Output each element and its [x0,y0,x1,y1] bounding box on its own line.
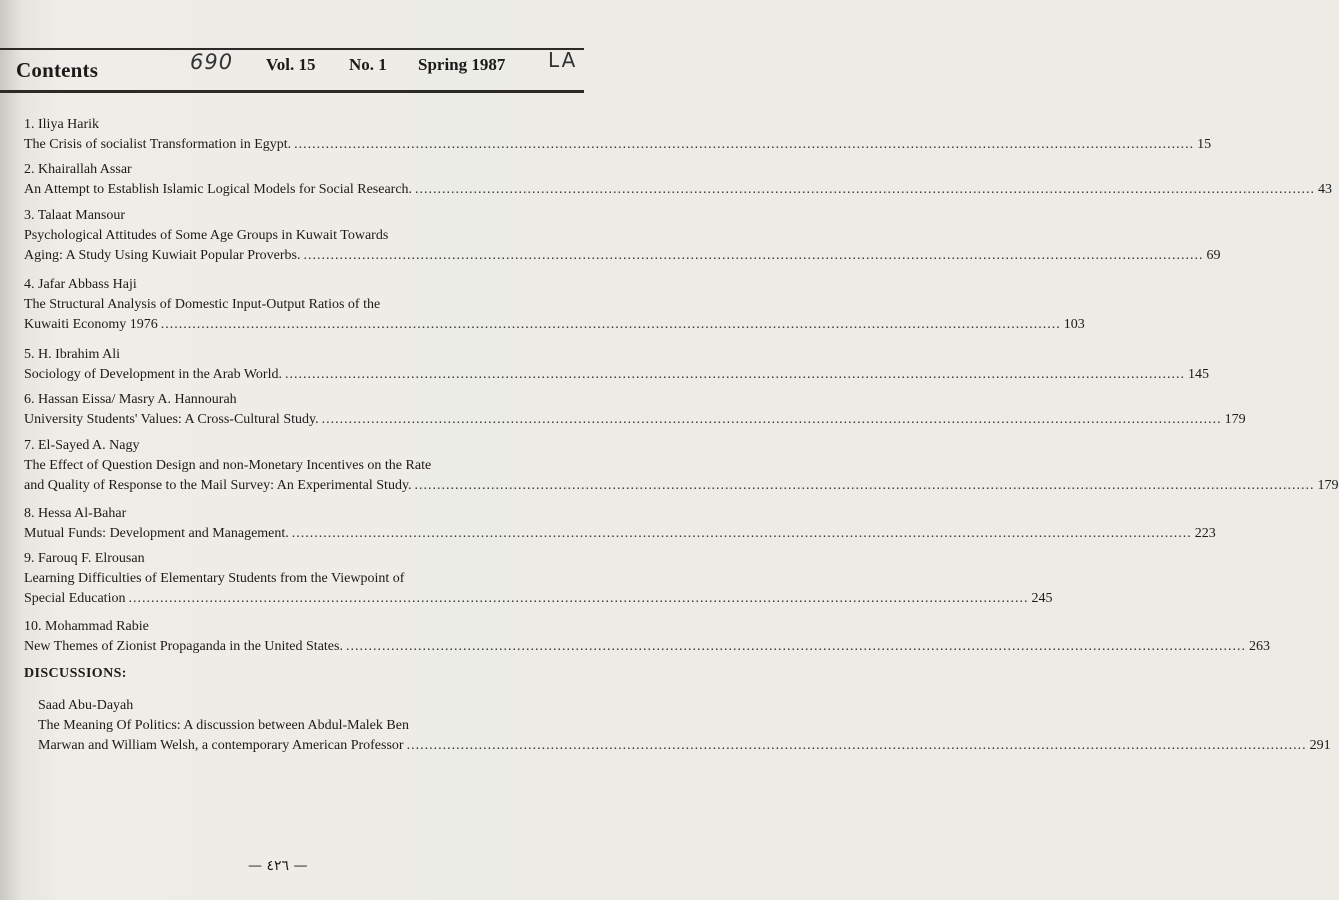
entry-author: Saad Abu-Dayah [38,698,134,713]
entry-author: 6. Hassan Eissa/ Masry A. Hannourah [24,392,237,407]
toc-entry [24,206,1221,266]
season-label: Spring 1987 [418,55,506,74]
journal-header [0,36,584,94]
entry-title-text: and Quality of Response to the Mail Survey: An Experimental Study. [24,478,412,493]
entry-title-text: The Effect of Question Design and non-Monetary Incentives on the Rate [24,458,432,473]
entry-title-text: Marwan and William Welsh, a contemporary American Professor [38,738,404,753]
entry-title-line [24,295,524,315]
entry-page-number: 223 [1194,526,1216,541]
toc-entry [24,275,1085,335]
toc-entry [24,160,1333,200]
entry-page-number: 69 [1206,248,1221,263]
discussions-heading: DISCUSSIONS: [24,666,127,681]
entry-author: 10. Mohammad Rabie [24,619,149,634]
issue-label: No. 1 [349,55,387,74]
entry-title-line [24,226,524,246]
entry-author: 9. Farouq F. Elrousan [24,551,145,566]
entry-author: 8. Hessa Al-Bahar [24,506,127,521]
toc-entry [24,436,1339,496]
dot-leader: ........................................................................................................................................................................................................ [284,367,1185,382]
entry-title-text: Sociology of Development in the Arab World. [24,367,282,382]
entry-title-text: Mutual Funds: Development and Management. [24,526,289,541]
dot-leader: ........................................................................................................................................................................................................ [160,317,1061,332]
footer-page-number: — ٤٢٦ — [248,858,308,874]
entry-title-text: University Students' Values: A Cross-Cultural Study. [24,412,319,427]
toc-entry [24,504,1216,544]
entry-title-line [38,736,1331,756]
entry-title-line [24,569,524,589]
entry-author: 3. Talaat Mansour [24,208,126,223]
entry-title-text: Special Education [24,591,126,606]
dot-leader: ........................................................................................................................................................................................................ [128,591,1029,606]
entry-page-number: 103 [1063,317,1085,332]
entry-title-text: Aging: A Study Using Kuwiait Popular Proverbs. [24,248,301,263]
entry-title-line [24,246,1221,266]
entry-title-text: Kuwaiti Economy 1976 [24,317,158,332]
entry-author: 7. El-Sayed A. Nagy [24,438,140,453]
entry-page-number: 263 [1248,639,1270,654]
entry-title-line [24,637,1270,657]
dot-leader: ........................................................................................................................................................................................................ [291,526,1192,541]
toc-entry [24,390,1246,430]
toc-entry [24,345,1209,385]
dot-leader: ........................................................................................................................................................................................................ [321,412,1222,427]
entry-title-text: The Structural Analysis of Domestic Input-Output Ratios of the [24,297,381,312]
entry-author: 4. Jafar Abbass Haji [24,277,137,292]
entry-title-line [24,589,1053,609]
dot-leader: ........................................................................................................................................................................................................ [345,639,1246,654]
handwritten-mark: LA [548,48,578,72]
entry-title-text: Learning Difficulties of Elementary Students from the Viewpoint of [24,571,405,586]
entry-title-line [24,180,1333,200]
entry-page-number: 43 [1318,182,1333,197]
entry-title-line [38,716,524,736]
entry-title-line [24,476,1339,496]
entry-page-number: 245 [1031,591,1053,606]
entry-title-text: The Meaning Of Politics: A discussion between Abdul-Malek Ben [38,718,409,733]
entry-title-text: An Attempt to Establish Islamic Logical Models for Social Research. [24,182,413,197]
entry-page-number: 145 [1187,367,1209,382]
header-rule-bottom [0,90,584,93]
toc-entry [24,617,1270,657]
entry-page-number: 179 [1317,478,1339,493]
entry-title-line [24,524,1216,544]
toc-entry [24,115,1212,155]
volume-label: Vol. 15 [266,55,316,74]
entry-page-number: 15 [1197,137,1212,152]
entry-title-line [24,410,1246,430]
entry-title-text: New Themes of Zionist Propaganda in the United States. [24,639,343,654]
entry-page-number: 179 [1224,412,1246,427]
entry-author: 5. H. Ibrahim Ali [24,347,121,362]
header-rule-top [0,48,584,50]
dot-leader: ........................................................................................................................................................................................................ [294,137,1195,152]
dot-leader: ........................................................................................................................................................................................................ [303,248,1204,263]
toc-entry [24,549,1053,609]
contents-title: Contents [16,58,99,82]
entry-title-line [24,456,524,476]
entry-title-line [24,365,1209,385]
entry-title-line [24,315,1085,335]
entry-title-line [24,135,1212,155]
toc-entry [38,696,1331,756]
entry-title-text: The Crisis of socialist Transformation in Egypt. [24,137,292,152]
dot-leader: ........................................................................................................................................................................................................ [406,738,1307,753]
entry-author: 1. Iliya Harik [24,117,100,132]
dot-leader: ........................................................................................................................................................................................................ [414,478,1315,493]
entry-title-text: Psychological Attitudes of Some Age Groups in Kuwait Towards [24,228,389,243]
handwritten-number: 690 [190,50,234,74]
dot-leader: ........................................................................................................................................................................................................ [415,182,1316,197]
entry-author: 2. Khairallah Assar [24,162,132,177]
entry-page-number: 291 [1309,738,1331,753]
